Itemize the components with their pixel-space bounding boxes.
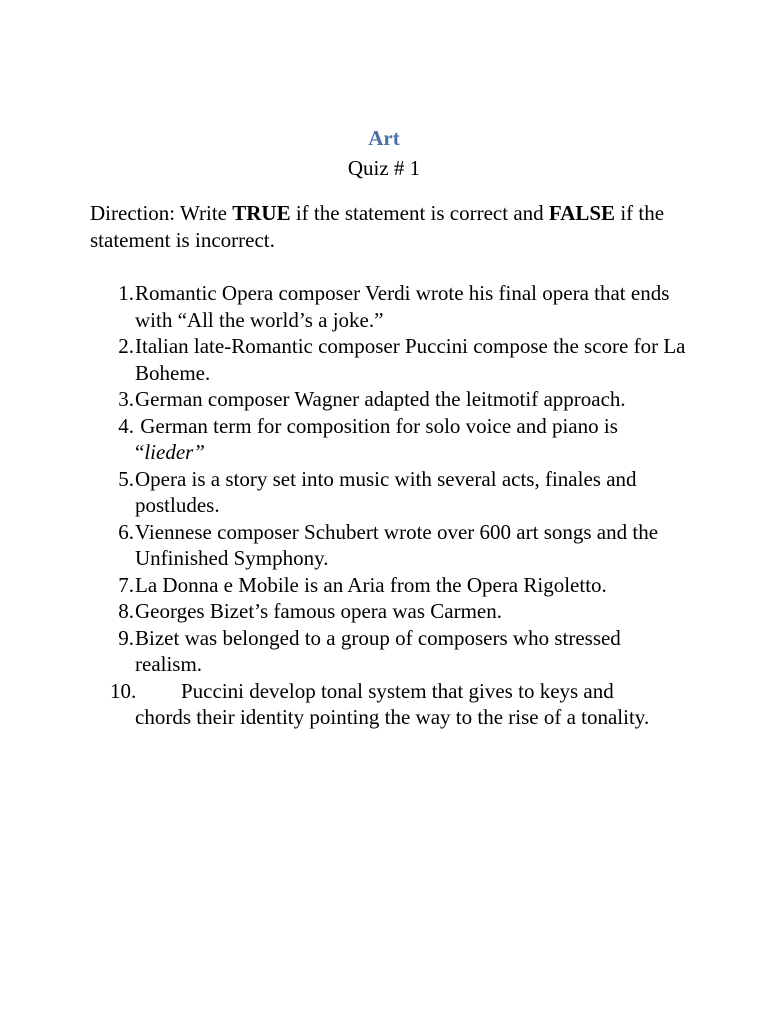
question-number: 9. xyxy=(118,625,134,650)
question-text: Bizet was belonged to a group of composers who stressed realism. xyxy=(135,625,621,676)
directions-paragraph xyxy=(90,200,690,253)
question-item xyxy=(90,466,690,519)
question-number: 8. xyxy=(118,599,134,623)
question-text: Opera is a story set into music with several acts, finales and postludes. xyxy=(135,466,637,517)
question-item xyxy=(90,280,690,333)
question-number: 5. xyxy=(118,466,134,491)
question-number: 6. xyxy=(118,519,134,544)
question-text: La Donna e Mobile is an Aria from the Opera Rigoletto. xyxy=(135,572,607,597)
question-item xyxy=(90,333,690,386)
question-text: Italian late-Romantic composer Puccini compose the score for La Boheme. xyxy=(135,334,686,385)
direction-middle: if the statement is correct and xyxy=(290,201,549,225)
question-item xyxy=(90,598,690,625)
question-text xyxy=(135,413,690,466)
question-item xyxy=(90,625,690,678)
page-subtitle: Quiz # 1 xyxy=(347,156,421,180)
direction-prefix: Direction: Write xyxy=(90,201,233,225)
question-text: Viennese composer Schubert wrote over 600 art songs and the Unfinished Symphony. xyxy=(135,519,659,570)
question-text: German composer Wagner adapted the leitmotif approach. xyxy=(135,387,626,411)
question-item xyxy=(90,519,690,572)
question-text-first-line: Puccini develop tonal system that gives to keys and xyxy=(181,678,614,703)
question-number: 2. xyxy=(118,334,134,358)
question-text: Georges Bizet’s famous opera was Carmen. xyxy=(135,599,503,623)
question-item xyxy=(90,386,690,413)
direction-true-word: TRUE xyxy=(232,201,291,225)
question-number: 3. xyxy=(118,387,134,411)
question-item xyxy=(90,678,690,731)
question-number: 4. xyxy=(118,413,134,438)
question-item xyxy=(90,413,690,466)
question-text-italic: lieder” xyxy=(144,440,205,464)
question-text: Romantic Opera composer Verdi wrote his final opera that ends with “All the world’s a joke.” xyxy=(135,281,670,332)
page-title: Art xyxy=(368,126,400,150)
direction-suffix: if the statement is incorrect. xyxy=(90,201,665,252)
question-text-continuation: chords their identity pointing the way to the rise of a tonality. xyxy=(135,705,650,729)
question-item xyxy=(90,572,690,599)
question-list xyxy=(90,280,690,731)
direction-false-word: FALSE xyxy=(548,201,616,225)
question-number: 10. xyxy=(110,678,137,703)
question-number: 1. xyxy=(118,281,134,305)
question-number: 7. xyxy=(118,572,134,597)
question-text-plain: German term for composition for solo voice and piano is “ xyxy=(135,413,624,464)
